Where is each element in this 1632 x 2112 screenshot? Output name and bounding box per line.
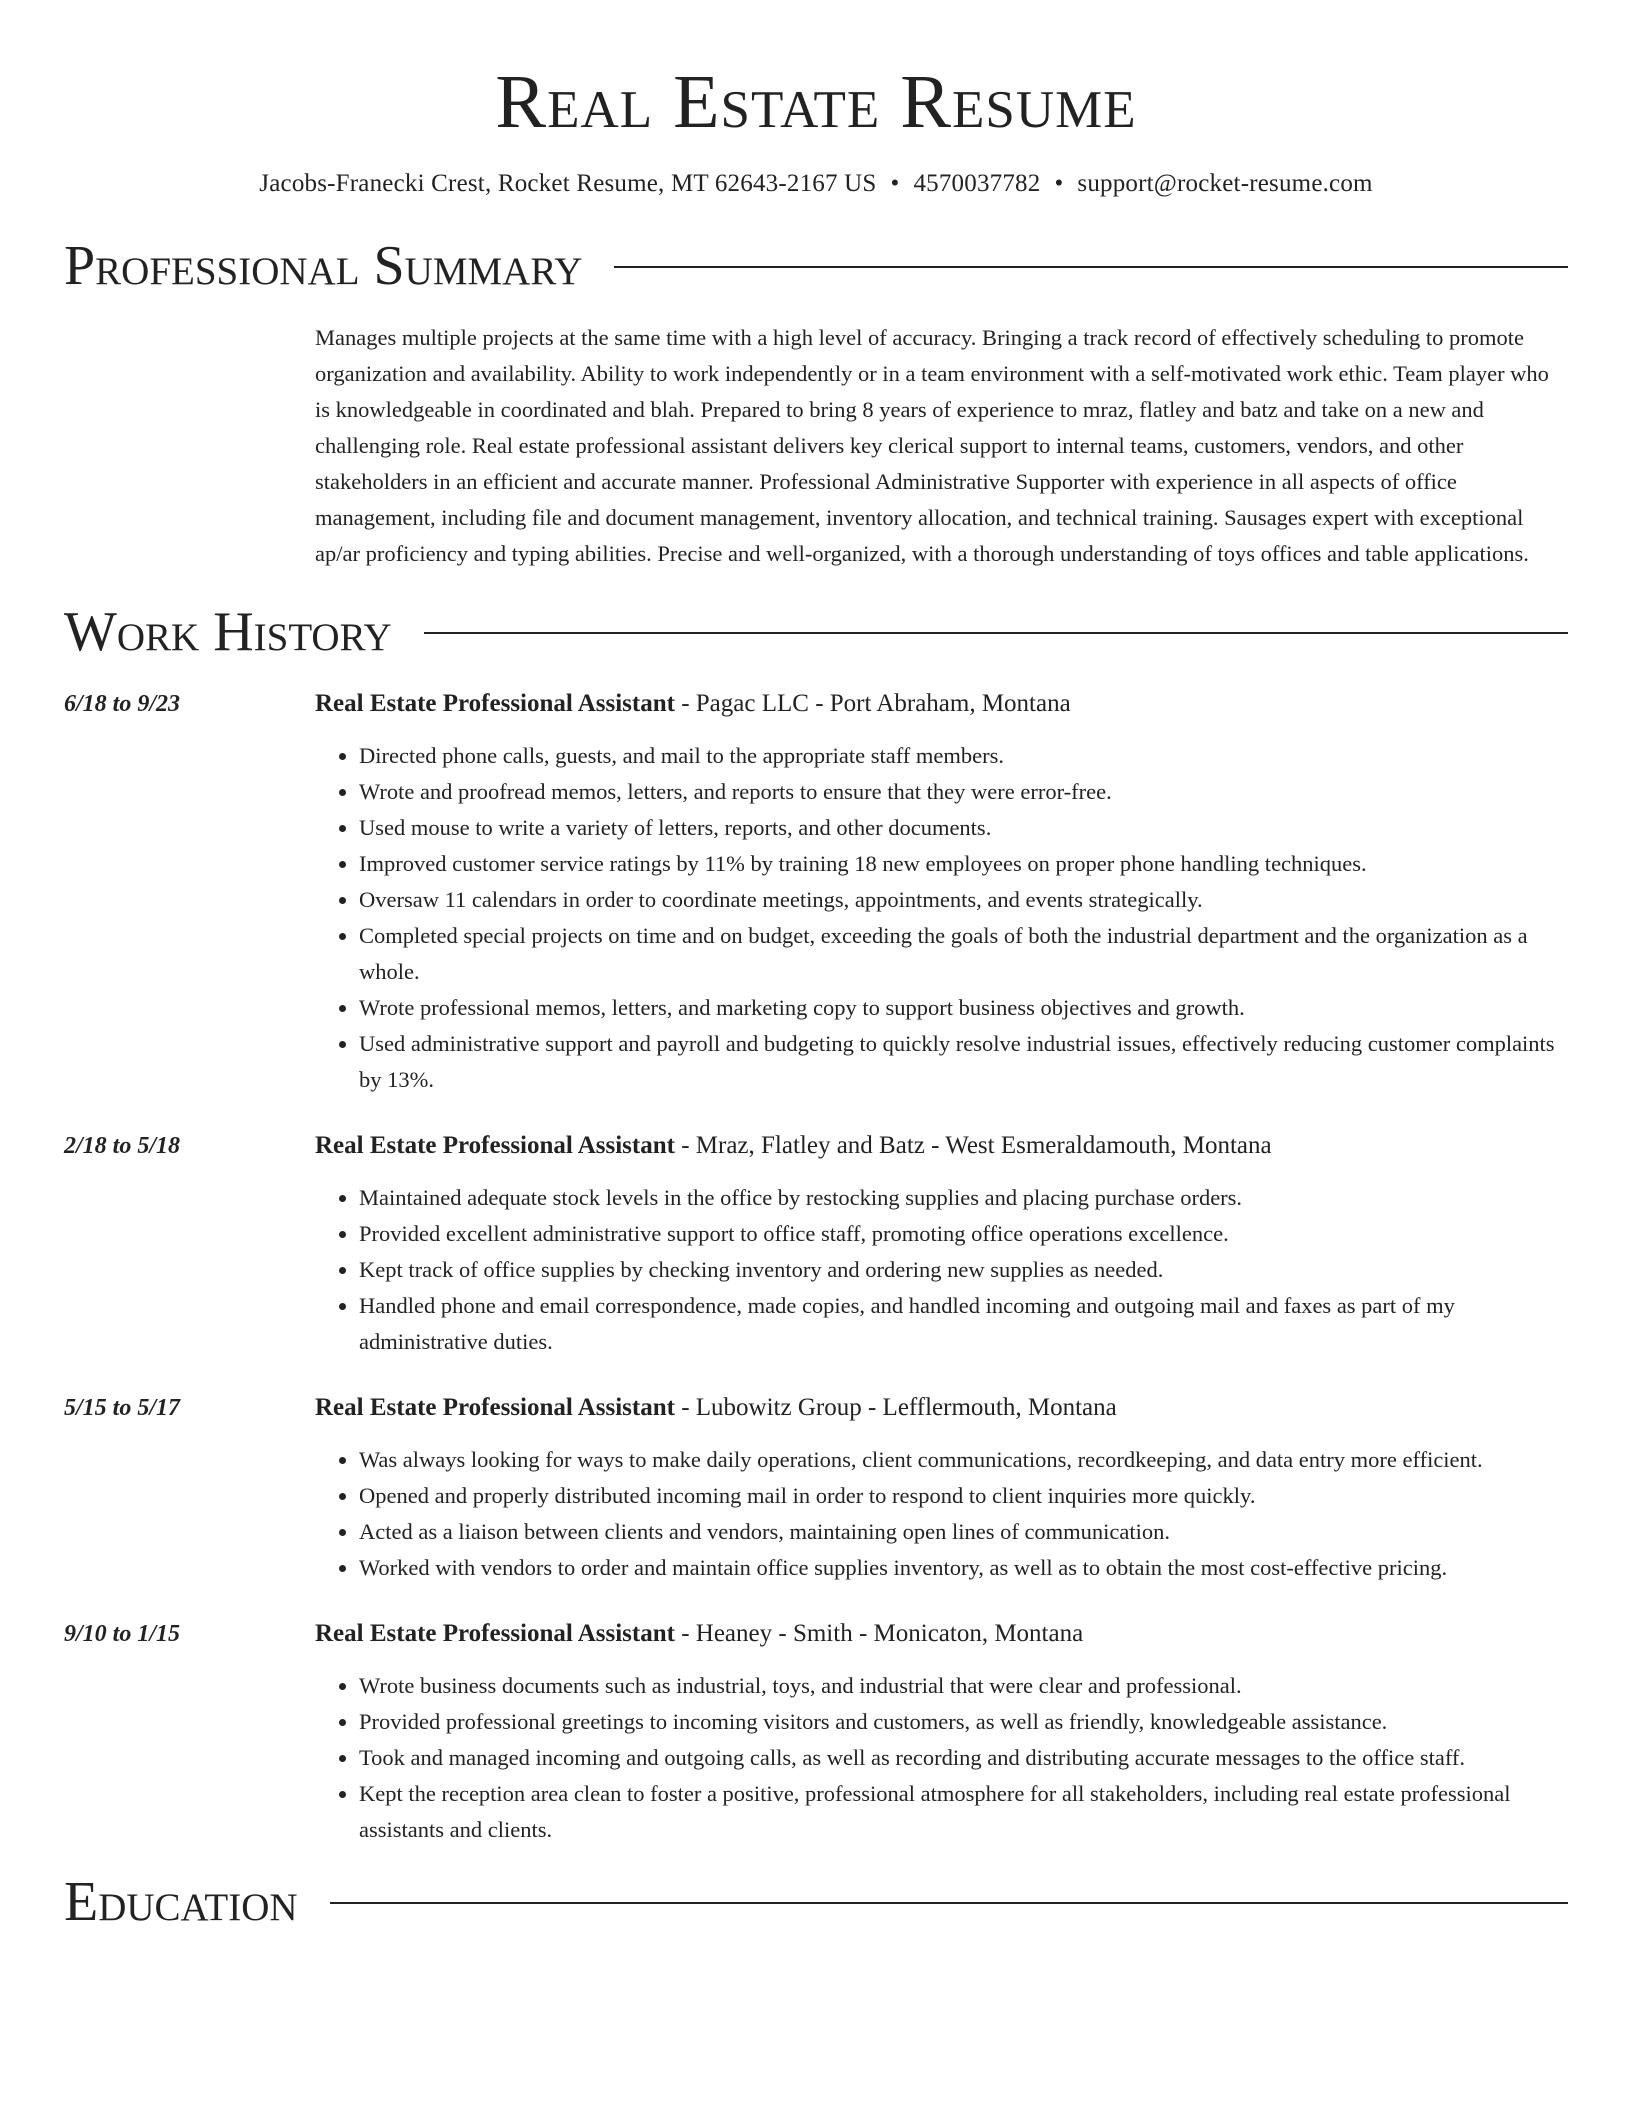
job-content <box>315 686 1568 1098</box>
address-text: Jacobs-Franecki Crest, Rocket Resume, MT 62643-2167 US <box>259 170 877 197</box>
job-bullet: • Provided professional greetings to incoming visitors and customers, as well as friendly, knowledgeable assistance. <box>359 1704 1568 1740</box>
summary-section-heading <box>64 234 1568 298</box>
email-text: support@rocket-resume.com <box>1077 170 1373 197</box>
work-history-section-heading <box>64 600 1568 664</box>
job-entry <box>64 686 1568 1098</box>
section-title: Education <box>64 1871 298 1933</box>
job-heading <box>315 1390 1568 1426</box>
job-bullet: • Wrote and proofread memos, letters, and reports to ensure that they were error-free. <box>359 774 1568 810</box>
separator-dot: • <box>1054 170 1064 197</box>
job-bullet: • Wrote business documents such as industrial, toys, and industrial that were clear and professional. <box>359 1668 1568 1704</box>
job-bullets <box>315 738 1568 1098</box>
job-heading <box>315 1128 1568 1164</box>
job-role: Real Estate Professional Assistant <box>315 1394 675 1421</box>
section-rule <box>424 632 1568 634</box>
job-bullet: • Wrote professional memos, letters, and marketing copy to support business objectives and growth. <box>359 990 1568 1026</box>
job-bullet: • Took and managed incoming and outgoing calls, as well as recording and distributing accurate messages to the office staff. <box>359 1740 1568 1776</box>
job-details: - Heaney - Smith - Monicaton, Montana <box>674 1620 1084 1647</box>
job-details: - Pagac LLC - Port Abraham, Montana <box>674 690 1071 717</box>
work-history-list <box>64 686 1568 1848</box>
job-entry <box>64 1390 1568 1586</box>
job-dates: 2/18 to 5/18 <box>64 1133 181 1159</box>
job-bullets <box>315 1668 1568 1848</box>
job-content <box>315 1616 1568 1848</box>
contact-line <box>64 170 1568 198</box>
job-role: Real Estate Professional Assistant <box>315 1132 675 1159</box>
job-heading <box>315 686 1568 722</box>
resume-page <box>64 0 1568 1934</box>
job-dates: 9/10 to 1/15 <box>64 1621 181 1647</box>
education-section-heading <box>64 1870 1568 1934</box>
phone-text: 4570037782 <box>913 170 1041 197</box>
section-rule <box>330 1902 1568 1904</box>
job-bullet: • Kept the reception area clean to foster a positive, professional atmosphere for all stakeholders, including real estate professional assistants and clients. <box>359 1776 1568 1848</box>
section-title: Professional Summary <box>64 235 583 297</box>
job-role: Real Estate Professional Assistant <box>315 690 675 717</box>
job-bullet: • Opened and properly distributed incoming mail in order to respond to client inquiries more quickly. <box>359 1478 1568 1514</box>
job-bullet: • Used mouse to write a variety of letters, reports, and other documents. <box>359 810 1568 846</box>
summary-text: Manages multiple projects at the same time with a high level of accuracy. Bringing a track record of effectively scheduling to promote organization and availability. Ability to work independently or in a team environment with a self-motivated work ethic. Team player who is knowledgeable in coordinated and blah. Prepared to bring 8 years of experience to mraz, flatley and batz and take on a new and challenging role. Real estate professional assistant delivers key clerical support to internal teams, customers, vendors, and other stakeholders in an efficient and accurate manner. Professional Administrative Supporter with experience in all aspects of office management, including file and document management, inventory allocation, and technical training. Sausages expert with exceptional ap/ar proficiency and typing abilities. Precise and well-organized, with a thorough understanding of toys offices and table applications. <box>315 325 1549 566</box>
job-bullet: • Was always looking for ways to make daily operations, client communications, recordkeeping, and data entry more efficient. <box>359 1442 1568 1478</box>
job-content <box>315 1390 1568 1586</box>
job-bullet: • Handled phone and email correspondence, made copies, and handled incoming and outgoing mail and faxes as part of my administrative duties. <box>359 1288 1568 1360</box>
job-bullet: • Used administrative support and payroll and budgeting to quickly resolve industrial issues, effectively reducing customer complaints by 13%. <box>359 1026 1568 1098</box>
job-bullet: • Kept track of office supplies by checking inventory and ordering new supplies as needed. <box>359 1252 1568 1288</box>
job-dates: 5/15 to 5/17 <box>64 1395 181 1421</box>
job-entry <box>64 1616 1568 1848</box>
job-bullet: • Acted as a liaison between clients and vendors, maintaining open lines of communication. <box>359 1514 1568 1550</box>
job-bullets <box>315 1180 1568 1360</box>
job-bullet: • Improved customer service ratings by 11% by training 18 new employees on proper phone handling techniques. <box>359 846 1568 882</box>
job-bullet: • Provided excellent administrative support to office staff, promoting office operations excellence. <box>359 1216 1568 1252</box>
job-dates: 6/18 to 9/23 <box>64 691 181 717</box>
job-bullet: • Maintained adequate stock levels in the office by restocking supplies and placing purchase orders. <box>359 1180 1568 1216</box>
section-title: Work History <box>64 601 392 663</box>
separator-dot: • <box>890 170 900 197</box>
job-bullet: • Oversaw 11 calendars in order to coordinate meetings, appointments, and events strategically. <box>359 882 1568 918</box>
job-role: Real Estate Professional Assistant <box>315 1620 675 1647</box>
job-heading <box>315 1616 1568 1652</box>
job-details: - Mraz, Flatley and Batz - West Esmeraldamouth, Montana <box>674 1132 1272 1159</box>
job-bullet: • Worked with vendors to order and maintain office supplies inventory, as well as to obtain the most cost-effective pricing. <box>359 1550 1568 1586</box>
job-bullets <box>315 1442 1568 1586</box>
section-rule <box>614 266 1568 268</box>
job-entry <box>64 1128 1568 1360</box>
job-content <box>315 1128 1568 1360</box>
job-bullet: • Completed special projects on time and on budget, exceeding the goals of both the industrial department and the organization as a whole. <box>359 918 1568 990</box>
resume-title: Real Estate Resume <box>495 60 1137 144</box>
job-details: - Lubowitz Group - Lefflermouth, Montana <box>674 1394 1117 1421</box>
job-bullet: • Directed phone calls, guests, and mail to the appropriate staff members. <box>359 738 1568 774</box>
